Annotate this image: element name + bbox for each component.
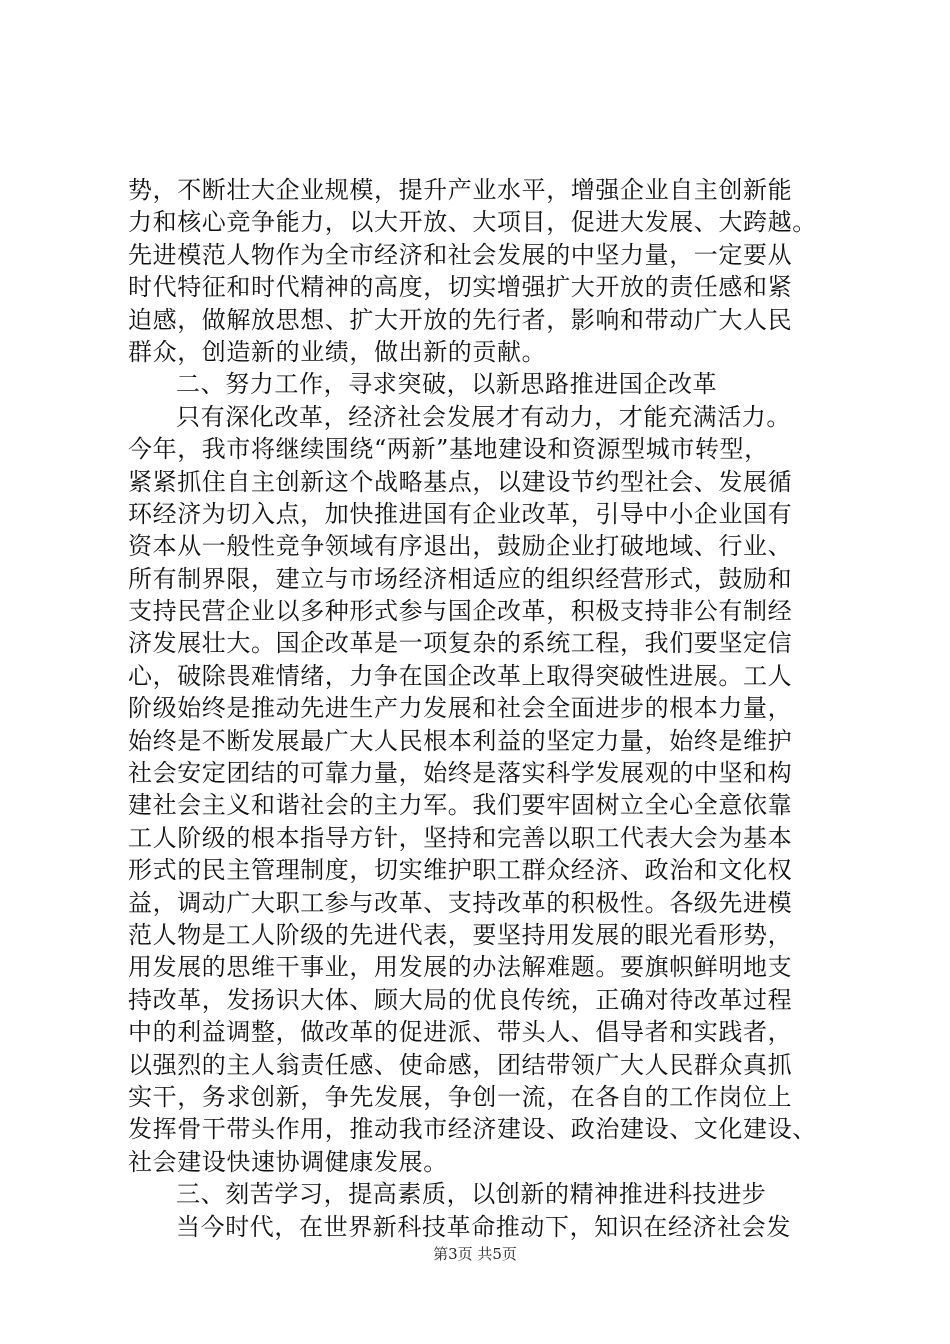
paragraph-line-indented: 三、刻苦学习，提高素质，以创新的精神推进科技进步 [176,1180,767,1209]
paragraph-line: 发挥骨干带头作用，推动我市经济建设、政治建设、文化建设、 [128,1115,817,1144]
paragraph-line: 先进模范人物作为全市经济和社会发展的中坚力量，一定要从 [128,240,793,269]
paragraph-line: 社会安定团结的可靠力量，始终是落实科学发展观的中坚和构 [128,759,793,788]
paragraph-line: 实干，务求创新，争先发展，争创一流，在各自的工作岗位上 [128,1082,793,1111]
paragraph-line: 益，调动广大职工参与改革、支持改革的积极性。各级先进模 [128,888,793,917]
paragraph-line: 紧紧抓住自主创新这个战略基点，以建设节约型社会、发展循 [128,467,793,496]
page-footer: 第3页 共5页 [433,1245,517,1263]
document-body [128,174,828,1243]
paragraph-line: 工人阶级的根本指导方针，坚持和完善以职工代表大会为基本 [128,823,793,852]
paragraph-line: 始终是不断发展最广大人民根本利益的坚定力量，始终是维护 [128,726,793,755]
paragraph-line: 环经济为切入点，加快推进国有企业改革，引导中小企业国有 [128,499,793,528]
paragraph-line: 时代特征和时代精神的高度，切实增强扩大开放的责任感和紧 [128,273,793,302]
paragraph-line: 势，不断壮大企业规模，提升产业水平，增强企业自主创新能 [128,176,793,204]
paragraph-line: 支持民营企业以多种形式参与国企改革，积极支持非公有制经 [128,597,793,626]
paragraph-line: 济发展壮大。国企改革是一项复杂的系统工程，我们要坚定信 [128,629,793,658]
paragraph-line: 今年，我市将继续围绕“两新”基地建设和资源型城市转型， [128,435,769,464]
paragraph-line: 力和核心竞争能力，以大开放、大项目，促进大发展、大跨越。 [128,208,817,237]
paragraph-line: 中的利益调整，做改革的促进派、带头人、倡导者和实践者， [128,1018,793,1047]
paragraph-line: 持改革，发扬识大体、顾大局的优良传统，正确对待改革过程 [128,985,793,1014]
paragraph-line: 所有制界限，建立与市场经济相适应的组织经营形式，鼓励和 [128,564,793,593]
paragraph-line: 范人物是工人阶级的先进代表，要坚持用发展的眼光看形势， [128,920,793,949]
paragraph-line-indented: 只有深化改革，经济社会发展才有动力，才能充满活力。 [176,402,791,431]
paragraph-line: 社会建设快速协调健康发展。 [128,1147,448,1176]
paragraph-line: 阶级始终是推动先进生产力发展和社会全面进步的根本力量， [128,694,793,723]
paragraph-line: 建社会主义和谐社会的主力军。我们要牢固树立全心全意依靠 [128,791,793,820]
paragraph-line: 资本从一般性竞争领域有序退出，鼓励企业打破地域、行业、 [128,532,793,561]
paragraph-line: 用发展的思维干事业，用发展的办法解难题。要旗帜鲜明地支 [128,953,793,982]
paragraph-line: 以强烈的主人翁责任感、使命感，团结带领广大人民群众真抓 [128,1050,793,1079]
paragraph-line: 迫感，做解放思想、扩大开放的先行者，影响和带动广大人民 [128,305,793,334]
paragraph-line-indented: 当今时代，在世界新科技革命推动下，知识在经济社会发 [176,1212,791,1241]
paragraph-line: 形式的民主管理制度，切实维护职工群众经济、政治和文化权 [128,856,793,885]
paragraph-line: 心，破除畏难情绪，力争在国企改革上取得突破性进展。工人 [128,661,793,690]
paragraph-line-indented: 二、努力工作，寻求突破，以新思路推进国企改革 [176,370,718,399]
paragraph-line: 群众，创造新的业绩，做出新的贡献。 [128,337,547,366]
